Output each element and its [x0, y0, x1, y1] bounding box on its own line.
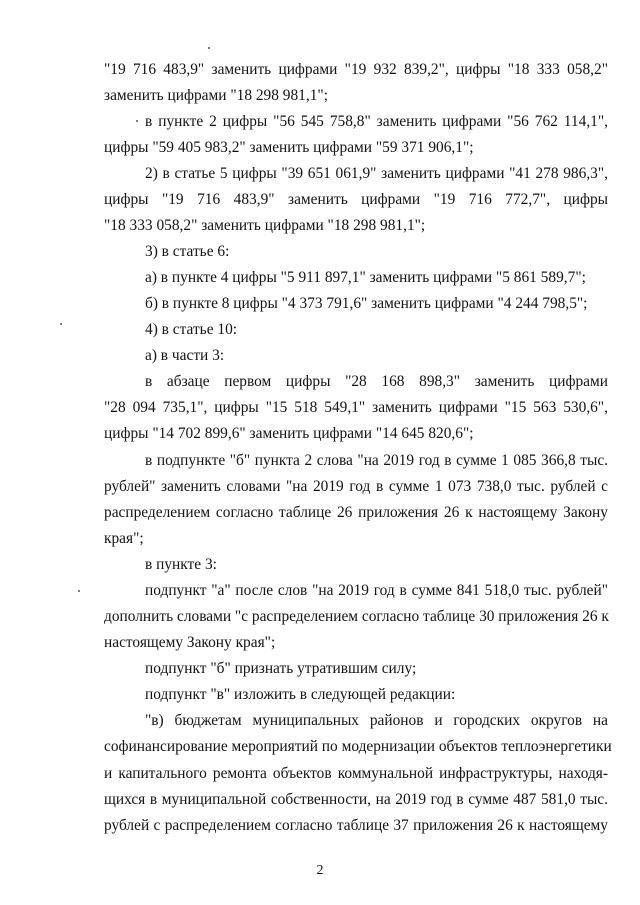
text-line: рублей с распределением согласно таблице 37 приложения 26 к настоящему: [104, 817, 608, 834]
scan-speck: [136, 120, 138, 122]
text-line: рублей" заменить словами "на 2019 год в сумме 1 073 738,0 тыс. рублей с: [104, 478, 608, 495]
text-line: цифры "59 405 983,2" заменить цифрами "59 371 906,1";: [104, 139, 474, 156]
text-line: а) в пункте 4 цифры "5 911 897,1" заменить цифрами "5 861 589,7";: [145, 269, 586, 286]
text-line: а) в части 3:: [145, 347, 225, 364]
text-line: подпункт "в" изложить в следующей редакции:: [145, 686, 456, 703]
text-line: "в) бюджетам муниципальных районов и городских округов на: [145, 712, 608, 729]
text-line: и капитального ремонта объектов коммунальной инфраструктуры, находя-: [104, 765, 608, 782]
page-number: 2: [316, 863, 324, 878]
text-line: подпункт "а" после слов "на 2019 год в сумме 841 518,0 тыс. рублей": [145, 582, 608, 599]
text-line: 4) в статье 10:: [145, 321, 238, 338]
text-line: щихся в муниципальной собственности, на 2019 год в сумме 487 581,0 тыс.: [104, 791, 608, 808]
text-line: "28 094 735,1", цифры "15 518 549,1" заменить цифрами "15 563 530,6",: [104, 399, 608, 416]
text-line: цифры "14 702 899,6" заменить цифрами "14 645 820,6";: [104, 425, 474, 442]
text-line: заменить цифрами "18 298 981,1";: [104, 87, 328, 104]
scan-speck: [60, 323, 62, 325]
text-line: 3) в статье 6:: [145, 243, 230, 260]
text-line: 2) в статье 5 цифры "39 651 061,9" заменить цифрами "41 278 986,3",: [145, 165, 608, 182]
text-line: распределением согласно таблице 26 приложения 26 к настоящему Закону: [104, 504, 608, 521]
text-line: настоящему Закону края";: [104, 634, 276, 651]
text-line: софинансирование мероприятий по модернизации объектов теплоэнергетики: [104, 738, 612, 755]
text-line: в абзаце первом цифры "28 168 898,3" заменить цифрами: [145, 373, 608, 390]
scan-speck: [208, 47, 210, 49]
text-line: "19 716 483,9" заменить цифрами "19 932 839,2", цифры "18 333 058,2": [104, 61, 608, 78]
text-line: в пункте 2 цифры "56 545 758,8" заменить цифрами "56 762 114,1",: [145, 113, 608, 130]
text-line: подпункт "б" признать утратившим силу;: [145, 660, 417, 677]
text-line: в подпункте "б" пункта 2 слова "на 2019 год в сумме 1 085 366,8 тыс.: [145, 452, 608, 469]
text-line: в пункте 3:: [145, 556, 217, 573]
text-line: цифры "19 716 483,9" заменить цифрами "19 716 772,7", цифры: [104, 191, 608, 208]
text-line: края";: [104, 530, 144, 547]
text-line: дополнить словами "с распределением согласно таблице 30 приложения 26 к: [104, 608, 609, 625]
scan-speck: [78, 590, 80, 592]
text-line: б) в пункте 8 цифры "4 373 791,6" заменить цифрами "4 244 798,5";: [145, 295, 588, 312]
text-line: "18 333 058,2" заменить цифрами "18 298 981,1";: [104, 217, 426, 234]
